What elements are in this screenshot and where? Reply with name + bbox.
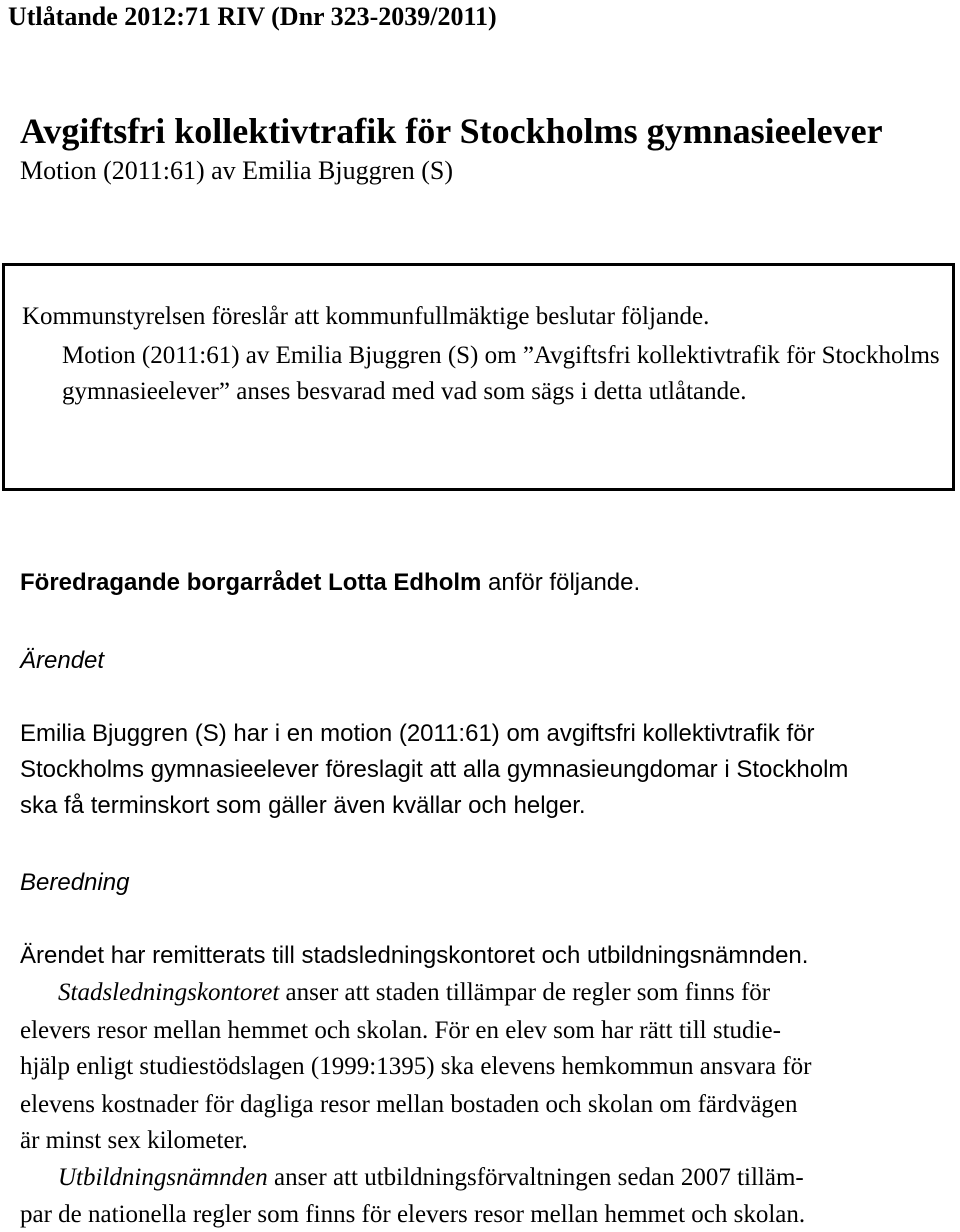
utbildning-line: par de nationella regler som finns för elevers resor mellan hemmet och skolan. — [20, 1201, 806, 1228]
stadsledning-line: är minst sex kilometer. — [20, 1127, 248, 1154]
arendet-line: ska få terminskort som gäller även kvällar och helger. — [20, 792, 586, 819]
utbildning-label: Utbildningsnämnden — [58, 1164, 268, 1191]
stadsledning-text: anser att staden tillämpar de regler som finns för — [279, 979, 771, 1006]
proposal-text: Motion (2011:61) av Emilia Bjuggren (S) om ”Avgiftsfri kollektivtrafik för Stockholms gymnasieelever” anses besvarad med vad som sägs i detta utlåtande. — [62, 342, 940, 405]
presenter-line — [20, 568, 640, 598]
section-heading-arendet: Ärendet — [20, 647, 105, 674]
presenter-name: Föredragande borgarrådet Lotta Edholm — [20, 569, 482, 596]
document-subtitle: Motion (2011:61) av Emilia Bjuggren (S) — [20, 156, 454, 185]
beredning-intro-line: Ärendet har remitterats till stadsledningskontoret och utbildningsnämnden. — [20, 942, 809, 969]
stadsledning-first-line — [58, 978, 770, 1008]
utbildning-first-line — [58, 1163, 804, 1193]
proposal-intro: Kommunstyrelsen föreslår att kommunfullmäktige beslutar följande. — [22, 303, 710, 330]
document-title: Avgiftsfri kollektivtrafik för Stockholms gymnasieelever — [20, 111, 883, 151]
section-heading-beredning: Beredning — [20, 869, 130, 896]
stadsledning-label: Stadsledningskontoret — [58, 979, 280, 1006]
stadsledning-line: elevers resor mellan hemmet och skolan. För en elev som har rätt till studie- — [20, 1017, 781, 1044]
arendet-line: Stockholms gymnasieelever föreslagit att alla gymnasieungdomar i Stockholm — [20, 756, 849, 783]
document-header: Utlåtande 2012:71 RIV (Dnr 323-2039/2011) — [8, 2, 497, 31]
arendet-line: Emilia Bjuggren (S) har i en motion (2011:61) om avgiftsfri kollektivtrafik för — [20, 720, 815, 747]
stadsledning-line: hjälp enligt studiestödslagen (1999:1395) ska elevens hemkommun ansvara för — [20, 1053, 812, 1080]
stadsledning-line: elevens kostnader för dagliga resor mellan bostaden och skolan om färdvägen — [20, 1091, 798, 1118]
presenter-suffix: anför följande. — [481, 569, 641, 596]
proposal-box — [2, 263, 955, 491]
arendet-paragraph — [20, 716, 950, 824]
utbildning-text: anser att utbildningsförvaltningen sedan 2007 tilläm- — [267, 1164, 804, 1191]
